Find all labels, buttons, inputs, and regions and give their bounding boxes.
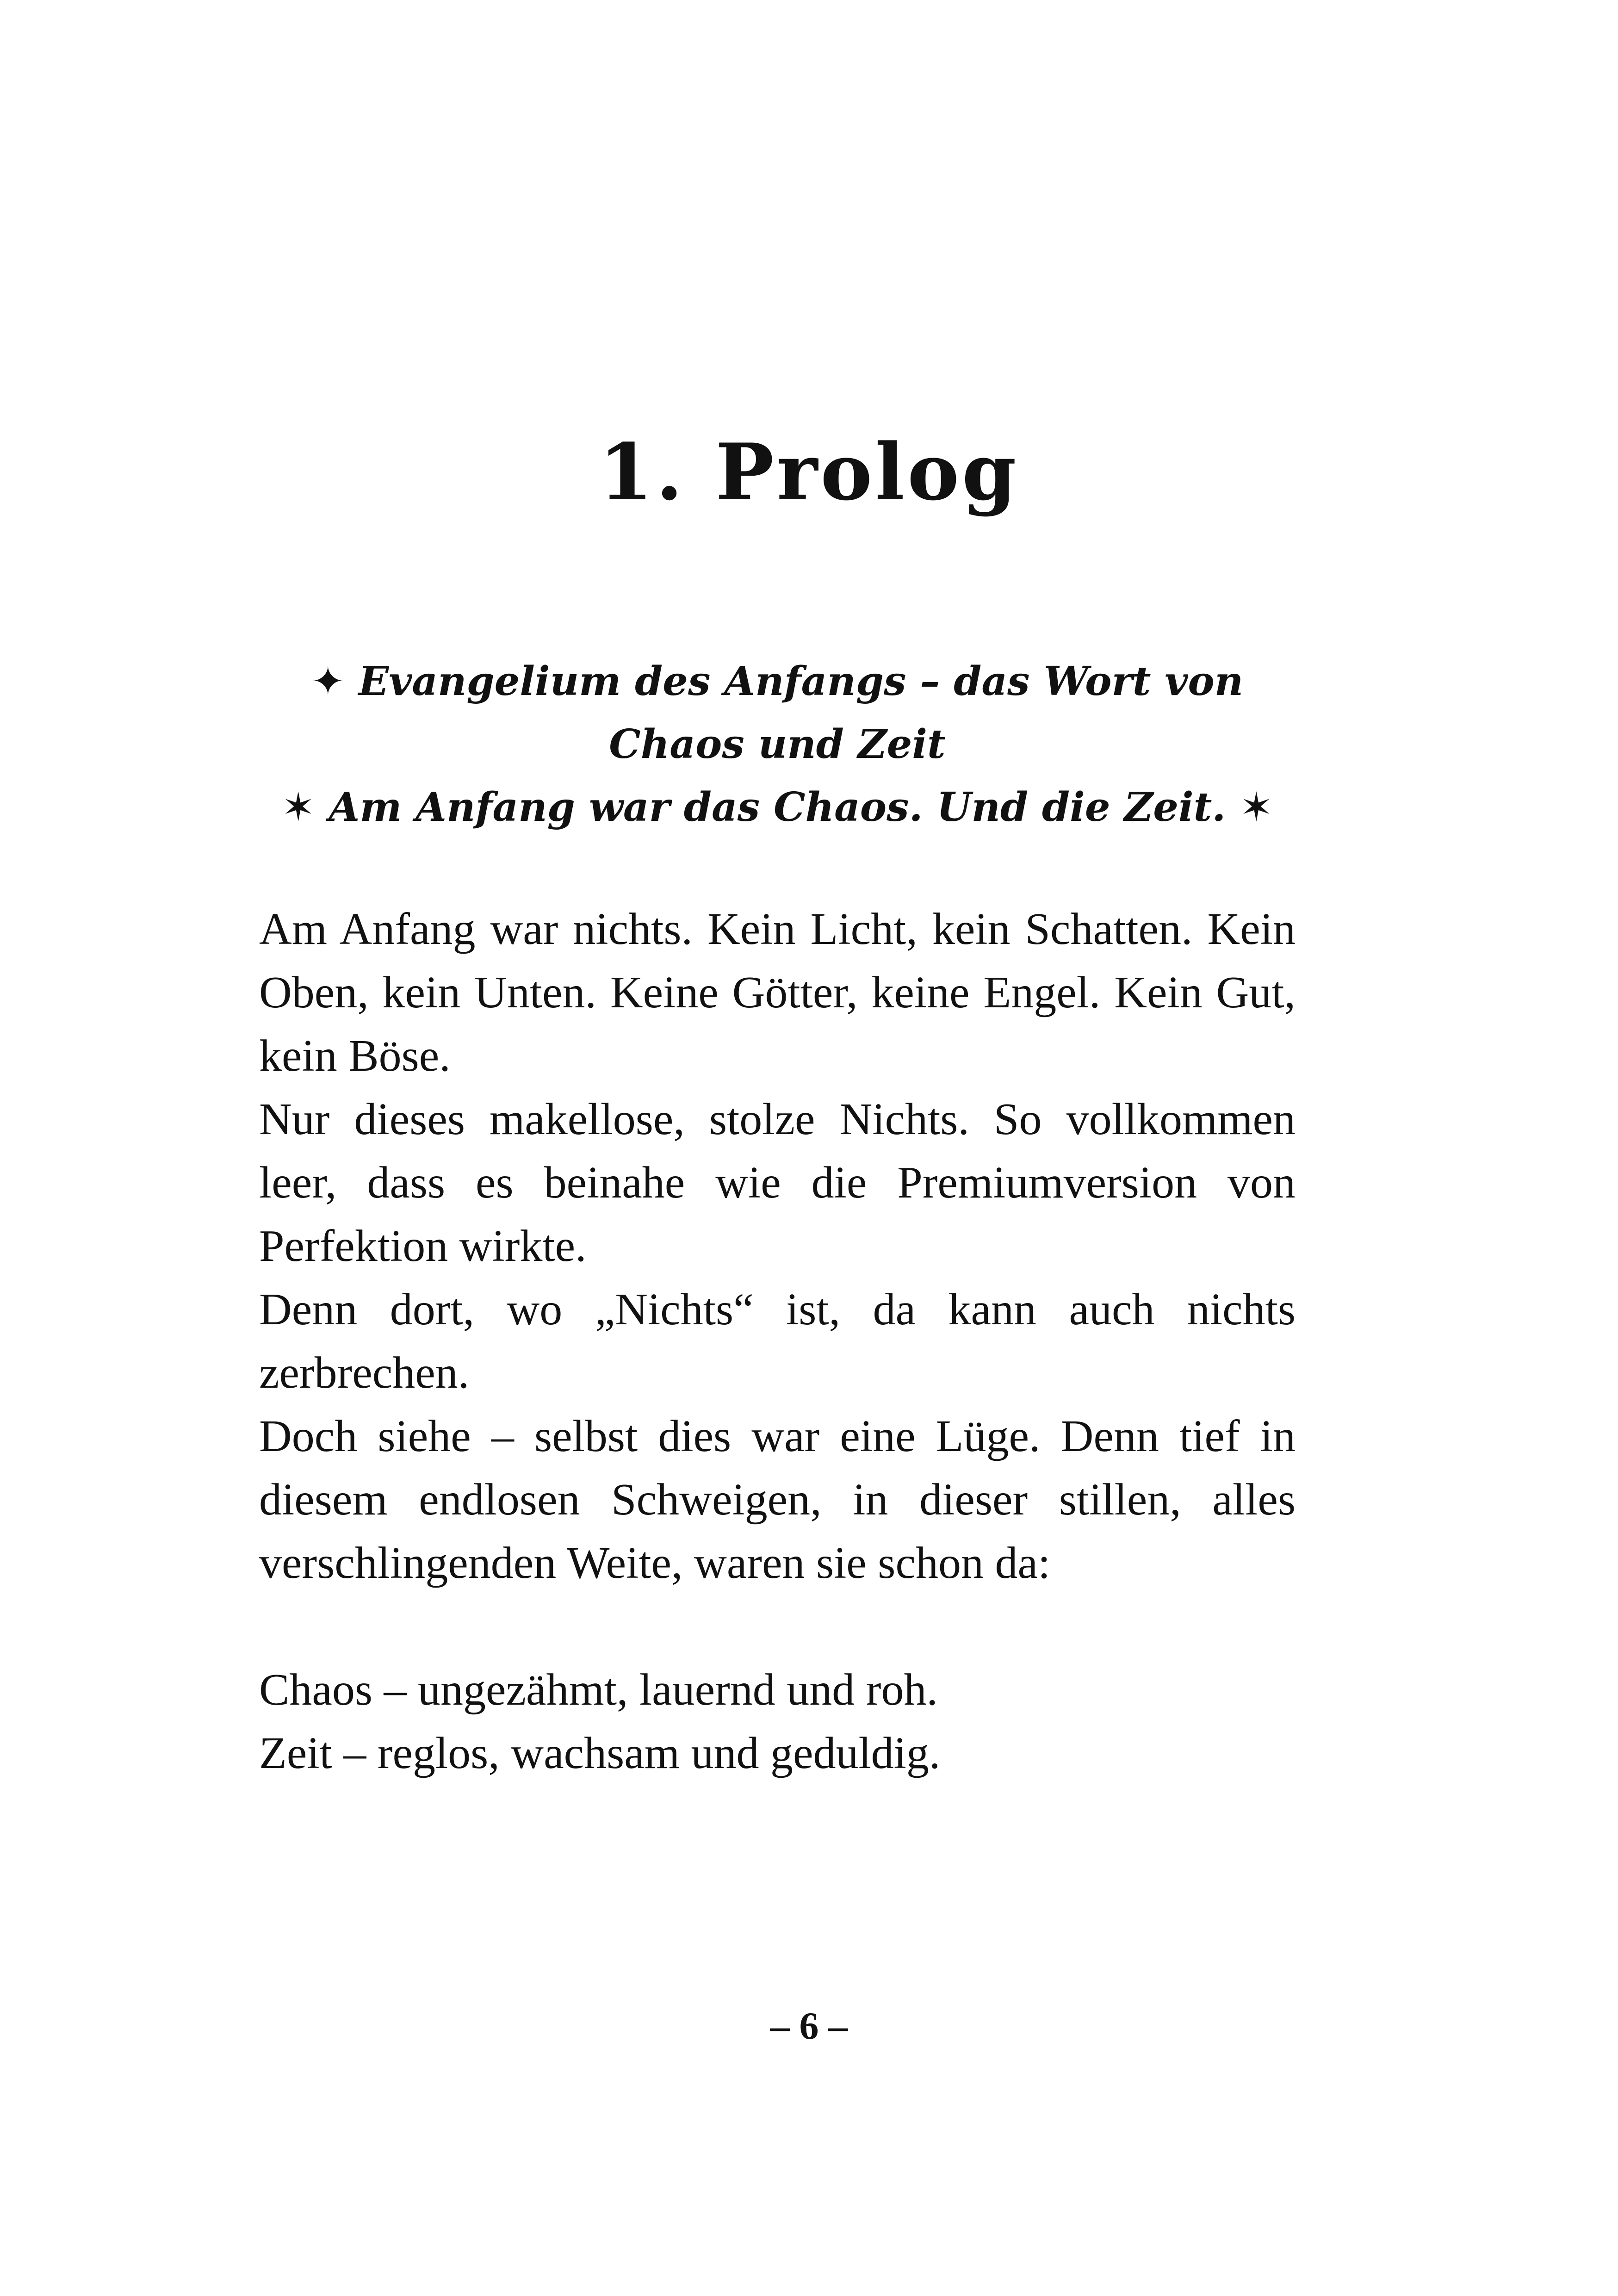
epigraph-line-2	[259, 776, 1296, 839]
six-point-star-icon: ✶	[281, 784, 315, 831]
page-number: – 6 –	[770, 2004, 848, 2048]
paragraph: Nur dieses makellose, stolze Nichts. So vollkommen leer, dass es beinahe wie die Premiumversion von Perfektion wirkte.	[259, 1094, 1296, 1271]
paragraph: Zeit – reglos, wachsam und geduldig.	[259, 1728, 941, 1778]
epigraph	[259, 650, 1296, 839]
six-point-star-icon: ✶	[1240, 784, 1273, 831]
epigraph-line-1	[259, 650, 1296, 776]
epigraph-quote: Am Anfang war das Chaos. Und die Zeit.	[329, 784, 1226, 831]
paragraph-gap	[259, 1595, 1296, 1658]
paragraph: Doch siehe – selbst dies war eine Lüge. Denn tief in diesem endlosen Schweigen, in dieser stillen, alles verschlingenden Weite, waren sie schon da:	[259, 1411, 1296, 1588]
paragraph: Denn dort, wo „Nichts“ ist, da kann auch nichts zerbrechen.	[259, 1285, 1296, 1398]
paragraph: Am Anfang war nichts. Kein Licht, kein Schatten. Kein Oben, kein Unten. Keine Götter, keine Engel. Kein Gut, kein Böse.	[259, 904, 1296, 1081]
body-text	[259, 898, 1296, 1785]
epigraph-heading: Evangelium des Anfangs – das Wort von Chaos und Zeit	[358, 658, 1244, 768]
four-point-star-icon: ✦	[311, 658, 345, 705]
chapter-title: 1. Prolog	[599, 426, 1019, 518]
paragraph: Chaos – ungezähmt, lauernd und roh.	[259, 1665, 938, 1715]
